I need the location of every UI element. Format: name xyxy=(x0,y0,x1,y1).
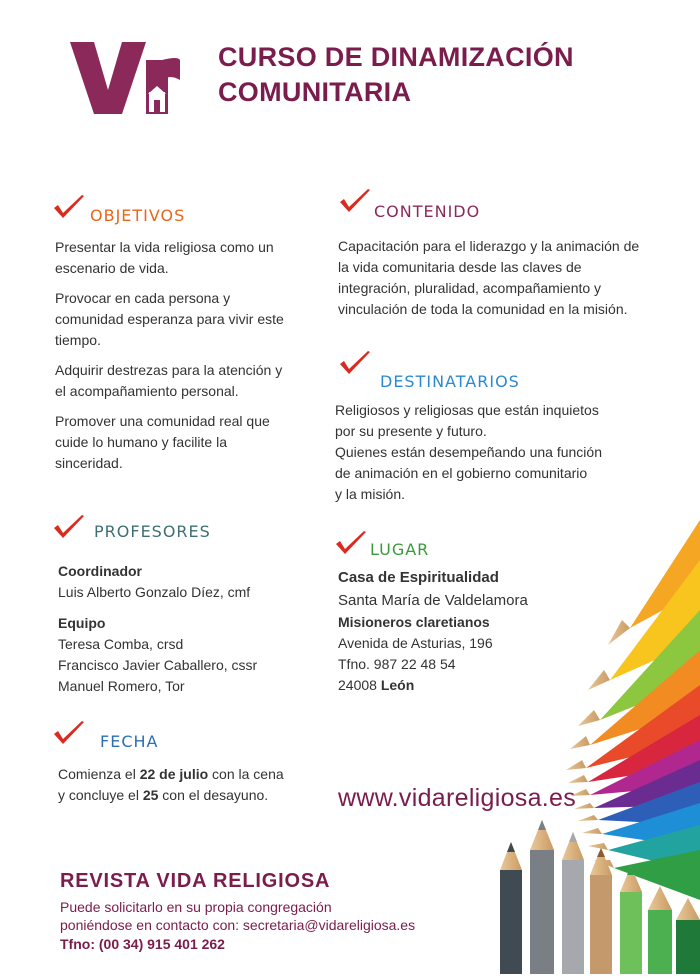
equipo-label: Equipo xyxy=(58,615,106,631)
title-line-2: COMUNITARIA xyxy=(218,77,412,107)
fecha-heading: FECHA xyxy=(100,732,159,751)
fecha-check-icon xyxy=(52,720,86,753)
profesores-heading: PROFESORES xyxy=(94,522,211,541)
lugar-line: Avenida de Asturias, 196 xyxy=(338,635,493,651)
lugar-heading: LUGAR xyxy=(370,540,430,559)
objetivo-item: Promover una comunidad real que cuide lo humano y facilite la sinceridad. xyxy=(55,413,270,471)
destinatarios-check-icon xyxy=(338,350,372,383)
revista-title: REVISTA VIDA RELIGIOSA xyxy=(60,870,331,892)
lugar-line: Casa de Espiritualidad xyxy=(338,569,499,586)
coordinador-label: Coordinador xyxy=(58,563,142,579)
objetivo-item: Provocar en cada persona y comunidad esperanza para vivir este tiempo. xyxy=(55,290,284,348)
fecha-text-part: con el desayuno. xyxy=(158,787,269,803)
page-title xyxy=(218,40,574,110)
lugar-line: Santa María de Valdelamora xyxy=(338,592,528,609)
title-line-1: CURSO DE DINAMIZACIÓN xyxy=(218,42,574,72)
fecha-line-2 xyxy=(58,785,328,806)
fecha-line-1 xyxy=(58,764,328,785)
lugar-line: Tfno. 987 22 48 54 xyxy=(338,656,456,672)
revista-phone: Tfno: (00 34) 915 401 262 xyxy=(60,936,225,952)
postal-code: 24008 xyxy=(338,677,377,693)
colored-pencils-illustration xyxy=(490,520,700,974)
revista-line-1: Puede solicitarlo en su propia congregación xyxy=(60,899,332,915)
objetivo-item: Presentar la vida religiosa como un escenario de vida. xyxy=(55,239,274,276)
destinatarios-line: de animación en el gobierno comunitario xyxy=(335,465,588,481)
contenido-text: Capacitación para el liderazgo y la animación de la vida comunitaria desde las claves de integración, pluralidad, acompañamiento y vinculación de toda la comunidad en la misión. xyxy=(338,238,640,317)
lugar-line: Misioneros claretianos xyxy=(338,614,490,630)
pencils-image xyxy=(490,520,700,974)
lugar-check-icon xyxy=(334,530,368,563)
equipo-member: Francisco Javier Caballero, cssr xyxy=(58,657,258,673)
fecha-text xyxy=(58,764,328,806)
profesores-block xyxy=(58,561,318,697)
destinatarios-line: Religiosos y religiosas que están inquietos xyxy=(335,402,599,418)
objetivos-heading: OBJETIVOS xyxy=(90,206,186,225)
destinatarios-text xyxy=(335,400,635,505)
fecha-end-date: 25 xyxy=(142,787,159,803)
destinatarios-line: Quienes están desempeñando una función xyxy=(335,444,602,460)
contenido-heading: CONTENIDO xyxy=(374,202,481,221)
destinatarios-line: y la misión. xyxy=(335,486,406,502)
objetivo-item: Adquirir destrezas para la atención y el acompañamiento personal. xyxy=(55,362,283,399)
fecha-text-part: y concluye el xyxy=(58,787,143,803)
destinatarios-line: por su presente y futuro. xyxy=(335,423,487,439)
profesores-check-icon xyxy=(52,514,86,547)
website-link[interactable]: www.vidareligiosa.es xyxy=(338,784,577,812)
objetivos-list xyxy=(55,237,295,483)
logo xyxy=(66,38,182,116)
objetivos-check-icon xyxy=(52,194,86,227)
fecha-text-part: Comienza el xyxy=(58,766,140,782)
contenido-check-icon xyxy=(338,188,372,221)
fecha-start-date: 22 de julio xyxy=(139,766,209,782)
coordinador-name: Luis Alberto Gonzalo Díez, cmf xyxy=(58,584,251,600)
revista-line-2: poniéndose en contacto con: secretaria@vidareligiosa.es xyxy=(60,917,416,933)
equipo-member: Manuel Romero, Tor xyxy=(58,678,185,694)
destinatarios-heading: DESTINATARIOS xyxy=(380,372,520,391)
equipo-member: Teresa Comba, crsd xyxy=(58,636,184,652)
city: León xyxy=(380,677,415,693)
vr-logo-mark xyxy=(66,38,182,116)
fecha-text-part: con la cena xyxy=(208,766,284,782)
